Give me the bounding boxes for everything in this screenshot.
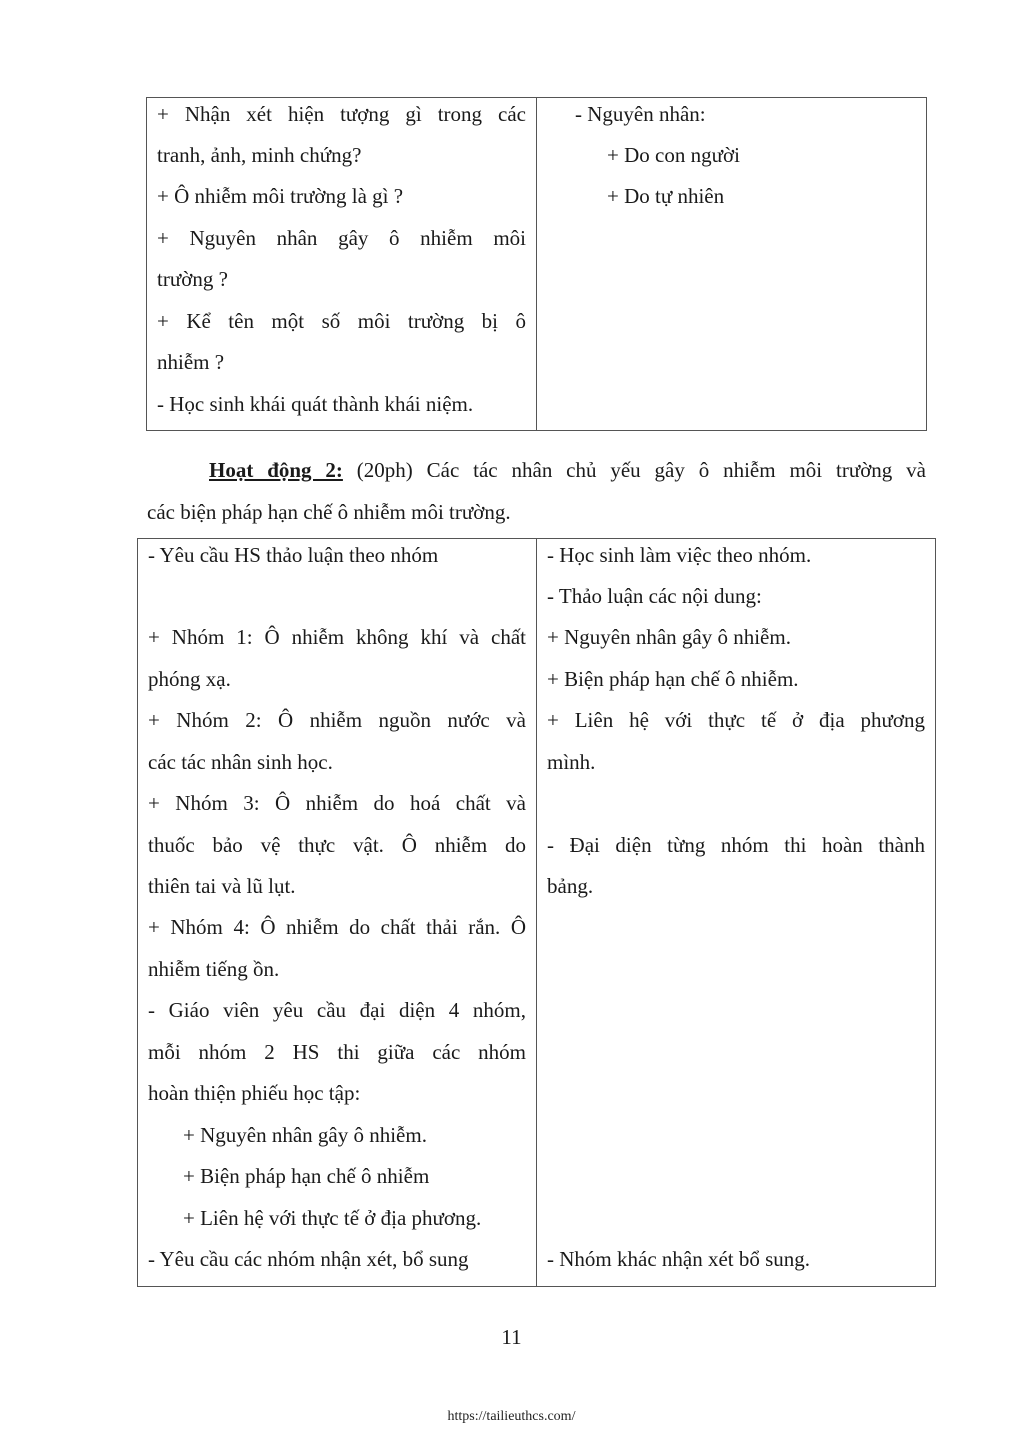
page-number: 11 (501, 1325, 522, 1349)
activity2-table (137, 538, 936, 1287)
text-line: mỗi nhóm 2 HS thi giữa các nhóm (148, 1040, 526, 1064)
text-line: - Yêu cầu HS thảo luận theo nhóm (148, 543, 439, 567)
text-line: + Nhóm 2: Ô nhiễm nguồn nước và (148, 708, 526, 732)
text-line: - Đại diện từng nhóm thi hoàn thành (547, 833, 925, 857)
table-continued (146, 97, 927, 431)
text-line: + Do con người (607, 143, 740, 167)
text-line: hoàn thiện phiếu học tập: (148, 1081, 361, 1105)
text-line: - Nguyên nhân: (575, 102, 706, 126)
text-line: + Biện pháp hạn chế ô nhiễm. (547, 667, 799, 691)
text-line: - Giáo viên yêu cầu đại diện 4 nhóm, (148, 998, 526, 1022)
footer-url[interactable]: https://tailieuthcs.com/ (447, 1409, 576, 1424)
activity2-text-cont: các biện pháp hạn chế ô nhiễm môi trường. (147, 499, 511, 524)
student-activity-cell (537, 539, 935, 1286)
text-line: + Nguyên nhân gây ô nhiễm. (183, 1123, 427, 1147)
text-line: trường ? (157, 267, 228, 291)
text-line: + Ô nhiễm môi trường là gì ? (157, 184, 404, 208)
text-line: thiên tai và lũ lụt. (148, 874, 296, 898)
text-line: + Nguyên nhân gây ô nhiễm môi (157, 226, 526, 250)
text-line: + Biện pháp hạn chế ô nhiễm (183, 1164, 430, 1188)
text-line: - Thảo luận các nội dung: (547, 584, 762, 608)
text-line: bảng. (547, 874, 594, 898)
text-line: nhiễm tiếng ồn. (148, 957, 280, 981)
activity2-heading: Hoạt động 2: (209, 458, 343, 482)
text-line: + Nhóm 1: Ô nhiễm không khí và chất (148, 625, 526, 649)
text-line: + Kể tên một số môi trường bị ô (157, 309, 526, 333)
table1-left-cell (147, 98, 537, 430)
text-line: các tác nhân sinh học. (148, 750, 333, 774)
text-line: + Nhóm 3: Ô nhiễm do hoá chất và (148, 791, 526, 815)
text-line: mình. (547, 750, 596, 774)
teacher-activity-cell (138, 539, 537, 1286)
text-line: + Liên hệ với thực tế ở địa phương (547, 708, 925, 732)
text-line: - Yêu cầu các nhóm nhận xét, bổ sung (148, 1247, 469, 1271)
text-line: + Do tự nhiên (607, 184, 725, 208)
activity2-text: (20ph) Các tác nhân chủ yếu gây ô nhiễm môi trường và (342, 458, 926, 482)
activity2-paragraph (147, 450, 926, 533)
text-line: nhiễm ? (157, 350, 225, 374)
text-line: + Nhận xét hiện tượng gì trong các (157, 102, 526, 126)
text-line: - Học sinh khái quát thành khái niệm. (157, 392, 474, 416)
text-line: + Nhóm 4: Ô nhiễm do chất thải rắn. Ô (148, 915, 526, 939)
text-line: thuốc bảo vệ thực vật. Ô nhiễm do (148, 833, 526, 857)
text-line: tranh, ảnh, minh chứng? (157, 143, 362, 167)
text-line: phóng xạ. (148, 667, 231, 691)
text-line: - Nhóm khác nhận xét bổ sung. (547, 1247, 811, 1271)
text-line: + Nguyên nhân gây ô nhiễm. (547, 625, 791, 649)
text-line: - Học sinh làm việc theo nhóm. (547, 543, 812, 567)
text-line: + Liên hệ với thực tế ở địa phương. (183, 1206, 482, 1230)
table1-right-cell (537, 98, 926, 430)
